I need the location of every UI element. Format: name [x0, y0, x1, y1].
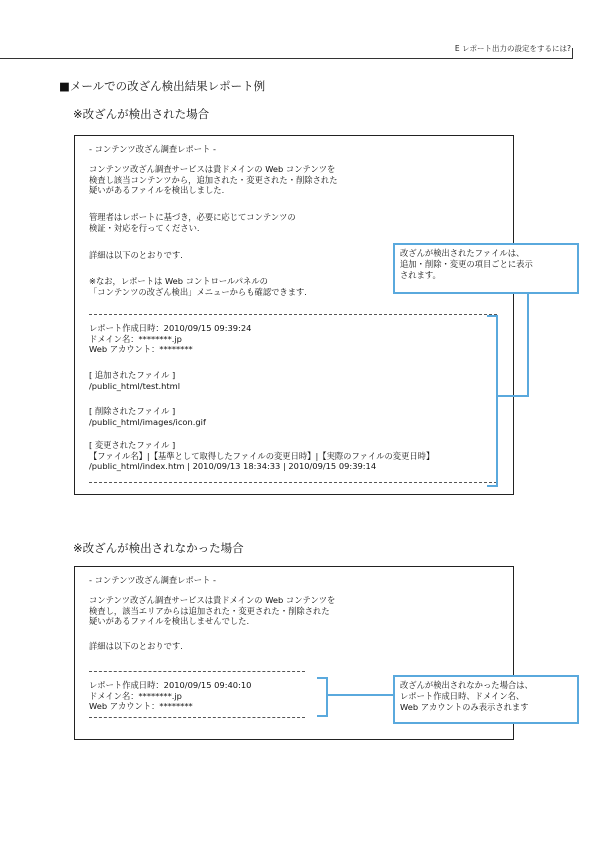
divider-bottom: [89, 482, 497, 483]
mail-paragraph-2: 詳細は以下のとおりです.: [89, 641, 183, 651]
callout-not-detected: 改ざんが検出されなかった場合は、 レポート作成日時、ドメイン名、 Web アカウントのみ表示されます: [393, 675, 579, 724]
bracket-detected: [487, 315, 498, 487]
report-info: レポート作成日時：2010/09/15 09:40:10 ドメイン名：********.jp Web アカウント：********: [89, 680, 252, 711]
mail-title: - コンテンツ改ざん調査レポート -: [89, 575, 217, 585]
mail-paragraph-3: 詳細は以下のとおりです.: [89, 250, 183, 260]
divider-top: [89, 671, 305, 672]
mail-paragraph-2: 管理者はレポートに基づき，必要に応じてコンテンツの 検証・対応を行ってください.: [89, 212, 296, 233]
connector-vertical: [527, 294, 529, 397]
subtitle-detected: ※改ざんが検出された場合: [73, 107, 210, 121]
subtitle-not-detected: ※改ざんが検出されなかった場合: [73, 541, 244, 555]
connector-horizontal: [496, 395, 528, 397]
mail-paragraph-4: ※なお，レポートは Web コントロールパネルの 「コンテンツの改ざん検出」メニューからも確認できます.: [89, 276, 307, 297]
running-header: E レポート出力の設定をするには?: [454, 44, 571, 53]
divider-top: [89, 314, 497, 315]
mail-paragraph-1: コンテンツ改ざん調査サービスは貴ドメインの Web コンテンツを 検査し，該当エリアからは追加された・変更された・削除された 疑いがあるファイルを検出しませんでした.: [89, 595, 336, 626]
mail-paragraph-1: コンテンツ改ざん調査サービスは貴ドメインの Web コンテンツを 検査し該当コンテンツから，追加された・変更された・削除された 疑いがあるファイルを検出しました.: [89, 164, 338, 195]
callout-detected: 改ざんが検出されたファイルは、 追加・削除・変更の項目ごとに表示 されます。: [393, 243, 579, 294]
connector-horizontal: [326, 694, 394, 696]
mail-example-detected: [74, 135, 514, 495]
deleted-files: [ 削除されたファイル ] /public_html/images/icon.gif: [89, 406, 206, 427]
report-info: レポート作成日時：2010/09/15 09:39:24 ドメイン名：********.jp Web アカウント：********: [89, 323, 252, 354]
changed-files: [ 変更されたファイル ] 【ファイル名】|【基準として取得したファイルの変更日時】|【実際のファイルの変更日時】 /public_html/index.htm | 2010/09/13 18:34:33 | 2010/09/15 09:39:14: [89, 440, 435, 471]
added-files: [ 追加されたファイル ] /public_html/test.html: [89, 370, 181, 391]
bracket-not-detected: [317, 677, 328, 717]
divider-bottom: [89, 717, 305, 718]
mail-title: - コンテンツ改ざん調査レポート -: [89, 144, 217, 154]
section-title: ■メールでの改ざん検出結果レポート例: [59, 79, 266, 93]
